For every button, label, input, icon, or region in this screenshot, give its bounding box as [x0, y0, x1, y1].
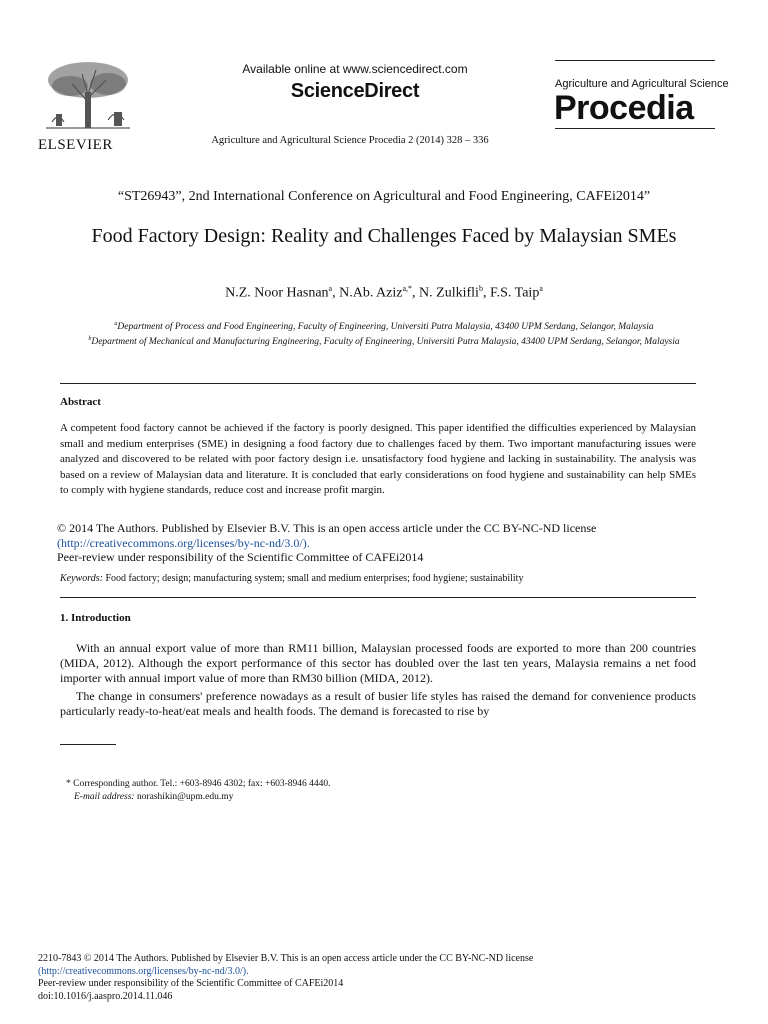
elsevier-tree-icon [38, 58, 138, 130]
abstract-text: A competent food factory cannot be achieved if the factory is poorly designed. This paper identified the difficulties experienced by Malaysian small and medium enterprises (SME) in designing a food factory due to challenges faced by them. Two important manufacturing issues were analyzed and discovered to be related with poor factory design i.e. unsatisfactory food hygiene and lacking in sustainability. The analysis was based on a review of Malaysian data and literature. It is concluded that early considerations on food hygiene and sustainability can help SMEs to comply with hygiene standards, reduce cost and increase profit margin. [60, 422, 696, 496]
footer-license: 2210-7843 © 2014 The Authors. Published by Elsevier B.V. This is an open access article under the CC BY-NC-ND license [38, 953, 534, 964]
peer-review-text: Peer-review under responsibility of the Scientific Committee of CAFEi2014 [57, 550, 424, 564]
sciencedirect-logo: ScienceDirect [290, 80, 420, 102]
elsevier-wordmark: ELSEVIER [38, 137, 113, 153]
footnote [66, 778, 666, 804]
email-line [66, 791, 666, 804]
section-heading-introduction: 1. Introduction [60, 612, 131, 624]
author-2-sup: a,* [402, 284, 413, 293]
author-list: N.Z. Noor Hasnan$^a$, N.Ab. Aziz$^{a,*}$, N. Zulkifli$^b$, F.S. Taip$^a$ [225, 284, 543, 301]
abstract-top-rule [60, 383, 696, 384]
page-footer [38, 953, 728, 1003]
procedia-logo [554, 60, 729, 130]
procedia-bottom-rule [555, 128, 715, 129]
author-3: N. Zulkifli [419, 285, 479, 301]
author-1-sup: a [328, 284, 333, 293]
email-address[interactable]: norashikin@upm.edu.my [136, 792, 234, 802]
paper-title: Food Factory Design: Reality and Challenges Faced by Malaysian SMEs [91, 225, 677, 247]
affiliations [60, 318, 708, 348]
license-link[interactable]: (http://creativecommons.org/licenses/by-nc-nd/3.0/). [57, 535, 310, 550]
intro-paragraph-1: With an annual export value of more than RM11 billion, Malaysian processed foods are exported to more than 200 countries (MIDA, 2012). Although the export performance of this sector has doubled over the last ten years, Malaysia remains a net food importer with annual import value of more than RM30 billion (MIDA, 2012). [60, 641, 696, 685]
footnote-rule [60, 744, 116, 745]
keywords-text: Food factory; design; manufacturing system; small and medium enterprises; food hygiene; sustainability [105, 573, 524, 584]
journal-reference: Agriculture and Agricultural Science Procedia 2 (2014) 328 – 336 [211, 135, 489, 146]
footer-license-link[interactable]: (http://creativecommons.org/licenses/by-nc-nd/3.0/). [38, 965, 249, 977]
author-4: F.S. Taip [489, 285, 540, 301]
abstract-heading: Abstract [60, 396, 101, 408]
abstract-bottom-rule [60, 597, 696, 598]
affiliation-b: $^b$Department of Mechanical and Manufacturing Engineering, Faculty of Engineering, Universiti Putra Malaysia, 43400 UPM Serdang, Selangor, Malaysia [88, 336, 680, 348]
procedia-title: Procedia [554, 89, 694, 127]
footer-doi[interactable]: doi:10.1016/j.aaspro.2014.11.046 [38, 990, 173, 1002]
footer-peer-review: Peer-review under responsibility of the Scientific Committee of CAFEi2014 [38, 978, 344, 989]
author-4-sup: a [539, 284, 543, 293]
procedia-top-rule [555, 60, 715, 61]
affiliation-a: $^a$Department of Process and Food Engineering, Faculty of Engineering, Universiti Putra Malaysia, 43400 UPM Serdang, Selangor, Malaysia [114, 321, 654, 333]
abstract-license [57, 521, 697, 565]
corresponding-author: * Corresponding author. Tel.: +603-8946 4302; fax: +603-8946 4440. [66, 779, 331, 789]
author-2: N.Ab. Aziz [339, 285, 403, 301]
procedia-subtitle: Agriculture and Agricultural Science [555, 78, 729, 90]
keywords-label: Keywords: [60, 573, 103, 584]
author-3-sup: b [478, 284, 483, 293]
elsevier-logo [38, 58, 138, 153]
license-text: © 2014 The Authors. Published by Elsevier B.V. This is an open access article under the CC BY-NC-ND license [57, 521, 597, 535]
email-label: E-mail address: [74, 792, 135, 802]
conference-name: “ST26943”, 2nd International Conference on Agricultural and Food Engineering, CAFEi2014” [117, 189, 651, 204]
intro-paragraph-2: The change in consumers' preference nowadays as a result of busier life styles has raised the demand for convenience products particularly ready-to-heat/eat meals and health foods. The demand is forecasted to rise by [60, 689, 696, 718]
keywords [60, 573, 700, 584]
author-1: N.Z. Noor Hasnan [225, 285, 329, 301]
available-online: Available online at www.sciencedirect.com [242, 62, 468, 76]
